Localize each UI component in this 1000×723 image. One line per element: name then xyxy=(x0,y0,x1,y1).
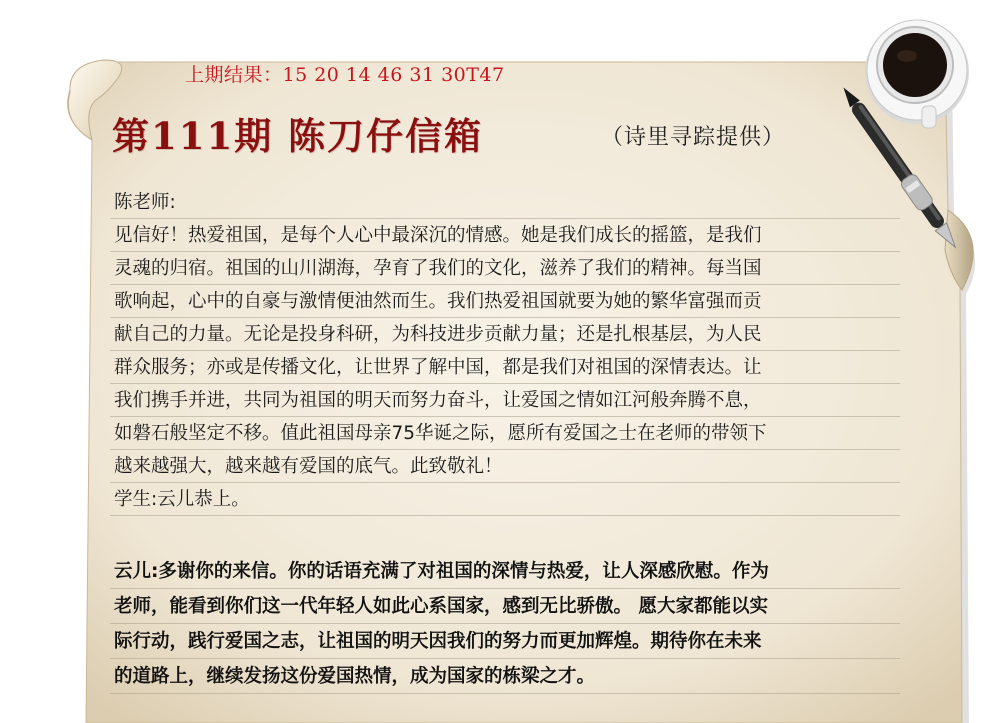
page-title: 第111期 陈刀仔信箱 xyxy=(112,114,484,158)
letter-line: 陈老师: xyxy=(110,186,900,219)
letter-body xyxy=(110,186,900,694)
letter-line: 如磐石般坚定不移。值此祖国母亲75华诞之际，愿所有爱国之士在老师的带领下 xyxy=(110,417,900,450)
reply-line: 的道路上，继续发扬这份爱国热情，成为国家的栋梁之才。 xyxy=(110,659,900,694)
letter-signature: 学生:云儿恭上。 xyxy=(110,483,900,516)
letter-line: 群众服务；亦或是传播文化，让世界了解中国，都是我们对祖国的深情表达。让 xyxy=(110,351,900,384)
letter-line: 灵魂的归宿。祖国的山川湖海，孕育了我们的文化，滋养了我们的精神。每当国 xyxy=(110,252,900,285)
reply-line: 云儿:多谢你的来信。你的话语充满了对祖国的深情与热爱，让人深感欣慰。作为 xyxy=(110,554,900,589)
reply-body xyxy=(110,554,900,694)
last-result-text: 上期结果：15 20 14 46 31 30T47 xyxy=(185,64,505,86)
letter-line: 见信好！热爱祖国，是每个人心中最深沉的情感。她是我们成长的摇篮，是我们 xyxy=(110,219,900,252)
letter-line: 越来越强大，越来越有爱国的底气。此致敬礼！ xyxy=(110,450,900,483)
reply-line: 老师，能看到你们这一代年轻人如此心系国家，感到无比骄傲。 愿大家都能以实 xyxy=(110,589,900,624)
reply-line: 际行动，践行爱国之志，让祖国的明天因我们的努力而更加辉煌。期待你在未来 xyxy=(110,624,900,659)
letter-line: 我们携手并进，共同为祖国的明天而努力奋斗，让爱国之情如江河般奔腾不息， xyxy=(110,384,900,417)
letter-line: 歌响起，心中的自豪与激情便油然而生。我们热爱祖国就要为她的繁华富强而贡 xyxy=(110,285,900,318)
letter-line: 献自己的力量。无论是投身科研，为科技进步贡献力量；还是扎根基层，为人民 xyxy=(110,318,900,351)
provider-credit: （诗里寻踪提供） xyxy=(601,125,786,150)
